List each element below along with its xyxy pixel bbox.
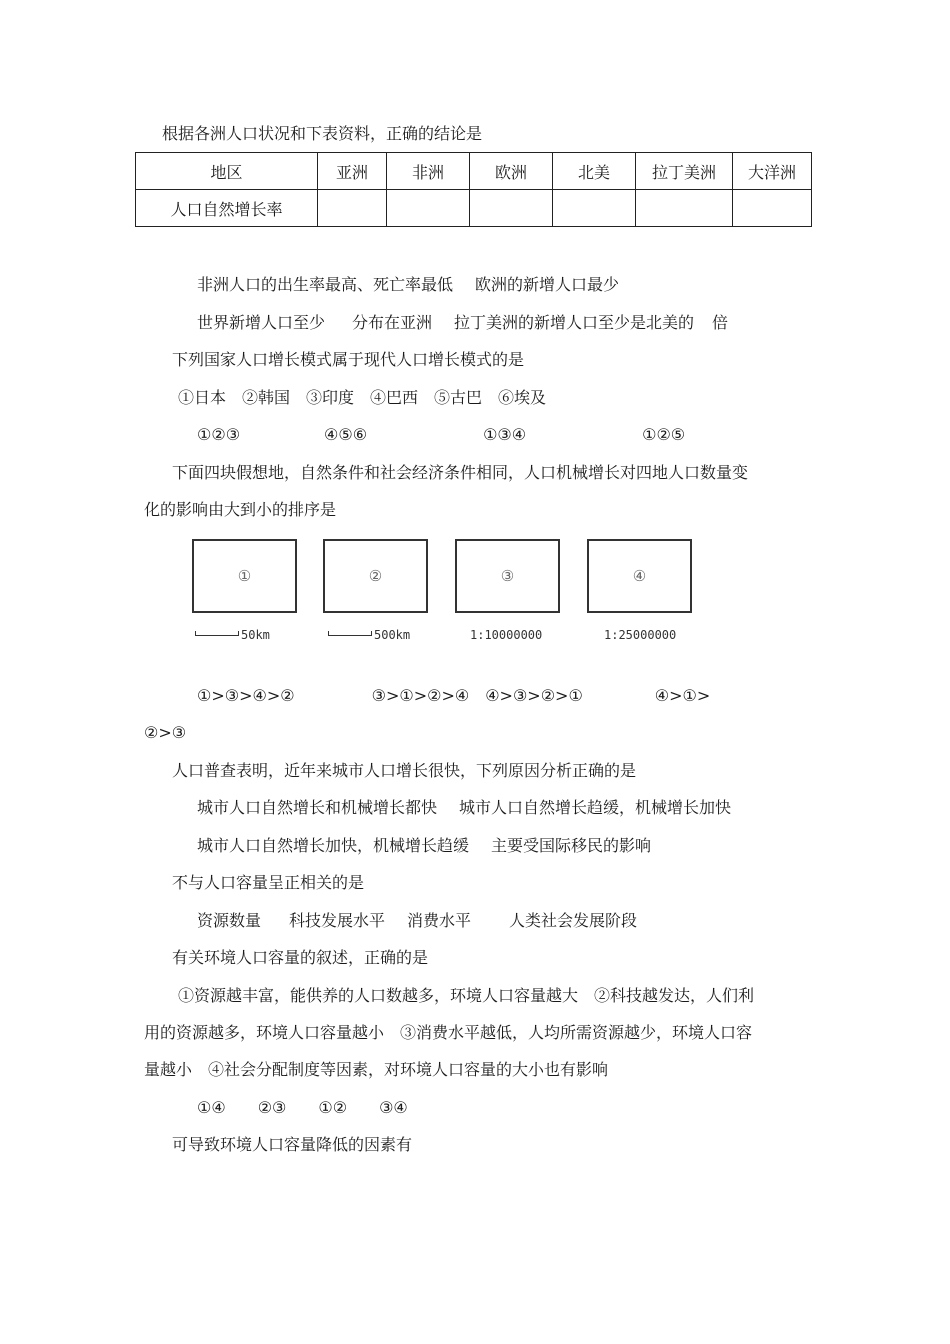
q5-stem: 不与人口容量呈正相关的是 [172, 873, 365, 892]
table-header-cell: 北美 [553, 153, 636, 190]
q4-option-b[interactable]: 城市人口自然增长趋缓，机械增长加快 [459, 798, 732, 817]
q2-options [197, 425, 685, 445]
table-cell [733, 190, 812, 227]
q4-option-d[interactable]: 主要受国际移民的影响 [491, 836, 652, 855]
map-block-1 [192, 539, 297, 613]
table-header-cell: 拉丁美洲 [636, 153, 733, 190]
table-row-label: 人口自然增长率 [136, 190, 318, 227]
q3-option-d-part1[interactable]: ④>①> [654, 686, 711, 705]
q6-body-line2: 用的资源越多，环境人口容量越小 ③消费水平越低，人均所需资源越少，环境人口容 [144, 1023, 753, 1042]
q5-option-d[interactable]: 人类社会发展阶段 [509, 911, 638, 930]
scale-bar-1 [195, 628, 270, 642]
q5-option-a[interactable]: 资源数量 [197, 911, 262, 930]
scale-label: 50km [241, 628, 270, 642]
q4-options-row1 [197, 798, 731, 818]
table-cell [318, 190, 387, 227]
q2-option-c[interactable]: ①③④ [483, 425, 527, 444]
table-cell [636, 190, 733, 227]
table-cell [553, 190, 636, 227]
table-header-cell: 地区 [136, 153, 318, 190]
q1-option-a[interactable]: 非洲人口的出生率最高、死亡率最低 [197, 275, 454, 294]
q1-option-d-part1[interactable]: 拉丁美洲的新增人口至少是北美的 [454, 313, 695, 332]
q1-option-c-part1[interactable]: 世界新增人口至少 [197, 313, 326, 332]
map-label: ④ [632, 567, 647, 585]
q6-option-c[interactable]: ①② [318, 1098, 348, 1117]
q4-option-c[interactable]: 城市人口自然增长加快，机械增长趋缓 [197, 836, 470, 855]
map-label: ① [237, 567, 252, 585]
table-cell [470, 190, 553, 227]
table-cell [387, 190, 470, 227]
population-table [135, 152, 812, 227]
table-header-cell: 亚洲 [318, 153, 387, 190]
map-block-2 [323, 539, 428, 613]
q1-option-d-part2[interactable]: 倍 [712, 313, 729, 332]
q2-items: ①日本 ②韩国 ③印度 ④巴西 ⑤古巴 ⑥埃及 [178, 388, 547, 407]
q1-option-b[interactable]: 欧洲的新增人口最少 [475, 275, 620, 294]
q3-option-b[interactable]: ③>①>②>④ [371, 686, 470, 705]
q3-stem-line2: 化的影响由大到小的排序是 [144, 500, 337, 519]
q4-stem: 人口普查表明，近年来城市人口增长很快，下列原因分析正确的是 [172, 761, 637, 780]
q6-option-b[interactable]: ②③ [257, 1098, 287, 1117]
q5-option-c[interactable]: 消费水平 [407, 911, 472, 930]
table-header-row [136, 153, 812, 190]
q2-stem: 下列国家人口增长模式属于现代人口增长模式的是 [172, 350, 525, 369]
q6-option-a[interactable]: ①④ [197, 1098, 226, 1117]
map-label: ② [368, 567, 383, 585]
q6-body-line3: 量越小 ④社会分配制度等因素，对环境人口容量的大小也有影响 [144, 1060, 609, 1079]
q6-body-line1: ①资源越丰富，能供养的人口数越多，环境人口容量越大 ②科技越发达，人们利 [178, 986, 755, 1005]
q5-options [197, 911, 637, 931]
q4-option-a[interactable]: 城市人口自然增长和机械增长都快 [197, 798, 438, 817]
q6-options [197, 1098, 408, 1118]
q5-option-b[interactable]: 科技发展水平 [289, 911, 386, 930]
scale-label: 500km [374, 628, 411, 642]
scale-bar-icon [195, 631, 239, 636]
q1-options-row2 [197, 313, 728, 333]
map-label: ③ [500, 567, 515, 585]
q4-options-row2 [197, 836, 651, 856]
map-block-3 [455, 539, 560, 613]
q1-options-row1 [197, 275, 619, 295]
q1-option-c-part2[interactable]: 分布在亚洲 [352, 313, 433, 332]
q2-option-b[interactable]: ④⑤⑥ [324, 425, 368, 444]
map-block-4 [587, 539, 692, 613]
scale-bar-2 [328, 628, 410, 642]
q6-option-d[interactable]: ③④ [379, 1098, 408, 1117]
table-row [136, 190, 812, 227]
q3-options [197, 686, 710, 706]
table-header-cell: 非洲 [387, 153, 470, 190]
q2-option-a[interactable]: ①②③ [197, 425, 241, 444]
table-header-cell: 大洋洲 [733, 153, 812, 190]
q3-option-c[interactable]: ④>③>②>① [485, 686, 583, 705]
q1-stem: 根据各洲人口状况和下表资料，正确的结论是 [162, 124, 483, 143]
table-header-cell: 欧洲 [470, 153, 553, 190]
q3-option-d-part2[interactable]: ②>③ [144, 723, 187, 742]
scale-bar-icon [328, 631, 372, 636]
q6-stem: 有关环境人口容量的叙述，正确的是 [172, 948, 429, 967]
scale-ratio-4: 1:25000000 [604, 628, 677, 642]
q3-option-a[interactable]: ①>③>④>② [197, 686, 295, 705]
q2-option-d[interactable]: ①②⑤ [642, 425, 686, 444]
q3-stem-line1: 下面四块假想地，自然条件和社会经济条件相同，人口机械增长对四地人口数量变 [172, 463, 749, 482]
scale-ratio-3: 1:10000000 [470, 628, 543, 642]
q7-stem: 可导致环境人口容量降低的因素有 [172, 1135, 413, 1154]
